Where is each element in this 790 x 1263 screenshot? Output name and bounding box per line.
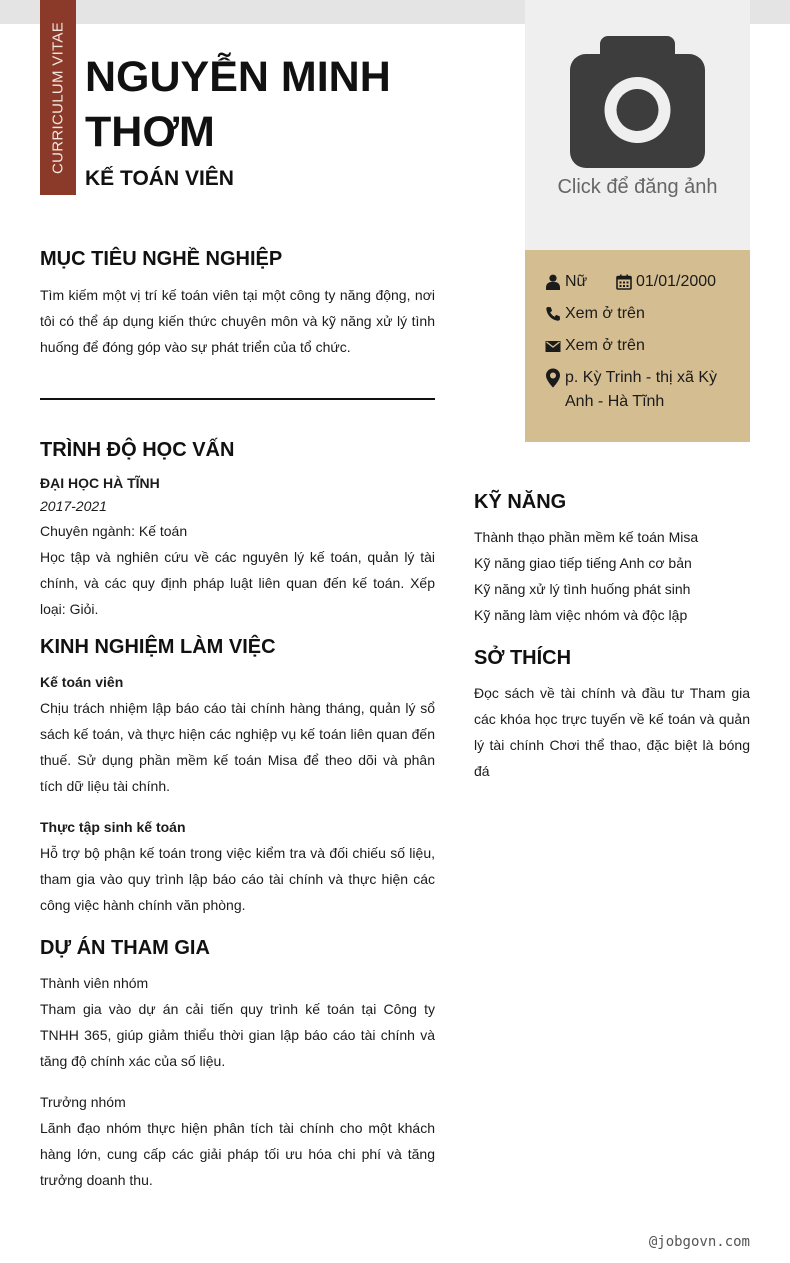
- school-name: ĐẠI HỌC HÀ TĨNH: [40, 475, 160, 491]
- address-line-2: Anh - Hà Tĩnh: [565, 393, 665, 410]
- education-major: Chuyên ngành: Kế toán: [40, 523, 188, 539]
- contact-panel: [525, 250, 750, 442]
- hobbies-title: SỞ THÍCH: [474, 647, 572, 669]
- skill-item: Thành thạo phần mềm kế toán Misa: [474, 529, 699, 545]
- skill-item: Kỹ năng giao tiếp tiếng Anh cơ bản: [474, 555, 692, 571]
- experience-position: Kế toán viên: [40, 674, 124, 690]
- candidate-name: NGUYỄN MINH THƠM: [85, 53, 391, 156]
- experience-position: Thực tập sinh kế toán: [40, 819, 186, 835]
- experience-description: Chịu trách nhiệm lập báo cáo tài chính hàng tháng, quản lý sổ sách kế toán, và thực hiện các nghiệp vụ kế toán liên quan đến thuế. Sử dụng phần mềm kế toán Misa để theo dõi và phân tích dữ liệu tài chính.: [40, 700, 435, 794]
- watermark: @jobgovn.com: [648, 1234, 750, 1250]
- education-title: TRÌNH ĐỘ HỌC VẤN: [40, 439, 235, 461]
- job-title: KẾ TOÁN VIÊN: [85, 167, 234, 190]
- objective-title: MỤC TIÊU NGHỀ NGHIỆP: [40, 248, 283, 270]
- photo-caption: Click để đăng ảnh: [557, 176, 718, 198]
- calendar-icon: [616, 274, 632, 290]
- envelope-icon: [545, 338, 561, 354]
- phone-value: Xem ở trên: [565, 305, 645, 322]
- experience-description: Hỗ trợ bộ phận kế toán trong việc kiểm tra và đối chiếu số liệu, tham gia vào quy trình lập báo cáo tài chính và thực hiện các công việc hành chính văn phòng.: [40, 845, 435, 913]
- project-description: Tham gia vào dự án cải tiến quy trình kế toán tại Công ty TNHH 365, giúp giảm thiểu thời gian lập báo cáo tài chính và tăng độ chính xác của số liệu.: [40, 1001, 435, 1069]
- section-divider: [40, 398, 435, 400]
- skill-item: Kỹ năng làm việc nhóm và độc lập: [474, 607, 688, 623]
- email-value: Xem ở trên: [565, 337, 645, 354]
- phone-icon: [545, 306, 561, 322]
- location-pin-icon: [545, 368, 561, 388]
- tab-label: CURRICULUM VITAE: [49, 21, 67, 174]
- experience-title: KINH NGHIỆM LÀM VIỆC: [40, 636, 276, 658]
- skills-title: KỸ NĂNG: [474, 491, 567, 513]
- projects-title: DỰ ÁN THAM GIA: [40, 937, 210, 959]
- photo-upload[interactable]: [525, 0, 750, 250]
- project-description: Lãnh đạo nhóm thực hiện phân tích tài chính cho một khách hàng lớn, cung cấp các giải pháp tối ưu hóa chi phí và tăng trưởng doanh thu.: [40, 1120, 435, 1188]
- curriculum-vitae-tab: [40, 0, 76, 195]
- gender-value: Nữ: [565, 273, 588, 290]
- objective-text: Tìm kiếm một vị trí kế toán viên tại một công ty năng động, nơi tôi có thể áp dụng kiến thức chuyên môn và kỹ năng xử lý tình huống để đóng góp vào sự phát triển của tổ chức.: [40, 287, 435, 355]
- hobbies-text: Đọc sách về tài chính và đầu tư Tham gia các khóa học trực tuyến về kế toán và quản lý tài chính Chơi thể thao, đặc biệt là bóng đá: [474, 685, 750, 779]
- project-role: Trưởng nhóm: [40, 1094, 126, 1110]
- project-role: Thành viên nhóm: [40, 975, 149, 991]
- address-line-1: p. Kỳ Trinh - thị xã Kỳ: [565, 369, 718, 386]
- camera-icon: [570, 36, 705, 168]
- person-icon: [545, 274, 561, 290]
- skill-item: Kỹ năng xử lý tình huống phát sinh: [474, 581, 691, 597]
- birthday-value: 01/01/2000: [636, 273, 717, 290]
- education-description: Học tập và nghiên cứu về các nguyên lý kế toán, quản lý tài chính, và các quy định pháp luật liên quan đến kế toán. Xếp loại: Giỏi.: [40, 549, 435, 617]
- education-period: 2017-2021: [40, 498, 107, 514]
